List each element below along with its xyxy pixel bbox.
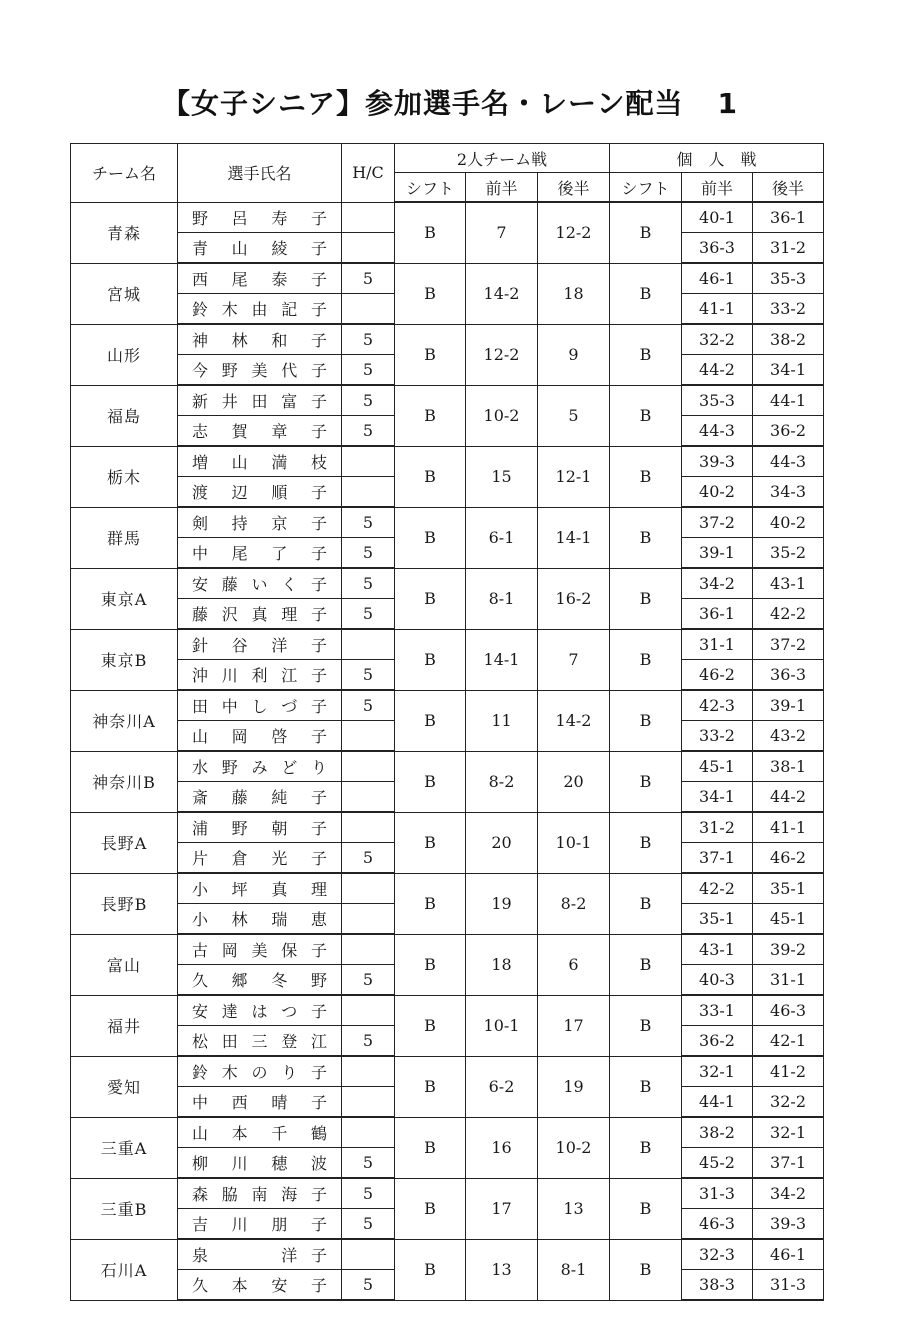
player-name: 神林和子	[178, 324, 342, 355]
doubles-second-half: 8-2	[538, 873, 610, 934]
singles-shift: B	[610, 751, 682, 812]
singles-first-half: 43-1	[682, 934, 753, 965]
team-name: 東京A	[71, 568, 178, 629]
singles-first-half: 46-2	[682, 660, 753, 691]
player-hc	[342, 202, 395, 233]
player-name: 鈴木のり子	[178, 1056, 342, 1087]
doubles-second-half: 19	[538, 1056, 610, 1117]
doubles-shift: B	[395, 934, 466, 995]
singles-second-half: 39-3	[753, 1209, 824, 1240]
singles-second-half: 38-2	[753, 324, 824, 355]
singles-second-half: 35-1	[753, 873, 824, 904]
singles-shift: B	[610, 812, 682, 873]
doubles-first-half: 12-2	[466, 324, 538, 385]
doubles-first-half: 8-2	[466, 751, 538, 812]
doubles-shift: B	[395, 995, 466, 1056]
player-name: 斎藤純子	[178, 782, 342, 813]
header-hc: H/C	[342, 144, 395, 203]
player-hc: 5	[342, 690, 395, 721]
table-row	[71, 812, 824, 843]
singles-shift: B	[610, 568, 682, 629]
table-row	[71, 995, 824, 1026]
player-hc	[342, 233, 395, 264]
team-name: 栃木	[71, 446, 178, 507]
singles-second-half: 37-1	[753, 1148, 824, 1179]
singles-first-half: 40-2	[682, 477, 753, 508]
singles-second-half: 33-2	[753, 294, 824, 325]
doubles-shift: B	[395, 629, 466, 690]
table-row	[71, 934, 824, 965]
player-name: 水野みどり	[178, 751, 342, 782]
table-row	[71, 202, 824, 233]
singles-first-half: 35-3	[682, 385, 753, 416]
player-name: 泉 洋子	[178, 1239, 342, 1270]
table-row	[71, 751, 824, 782]
title-text: 【女子シニア】参加選手名・レーン配当	[162, 87, 684, 120]
player-name: 西尾泰子	[178, 263, 342, 294]
singles-second-half: 46-3	[753, 995, 824, 1026]
singles-first-half: 33-1	[682, 995, 753, 1026]
doubles-second-half: 6	[538, 934, 610, 995]
singles-first-half: 44-1	[682, 1087, 753, 1118]
singles-first-half: 31-1	[682, 629, 753, 660]
singles-second-half: 34-2	[753, 1178, 824, 1209]
doubles-shift: B	[395, 568, 466, 629]
table-row	[71, 263, 824, 294]
player-hc: 5	[342, 538, 395, 569]
singles-second-half: 40-2	[753, 507, 824, 538]
singles-first-half: 32-3	[682, 1239, 753, 1270]
doubles-shift: B	[395, 812, 466, 873]
doubles-first-half: 8-1	[466, 568, 538, 629]
player-name: 山本千鶴	[178, 1117, 342, 1148]
singles-second-half: 31-3	[753, 1270, 824, 1301]
page-title	[0, 82, 900, 122]
singles-first-half: 35-1	[682, 904, 753, 935]
player-hc: 5	[342, 1026, 395, 1057]
doubles-second-half: 9	[538, 324, 610, 385]
doubles-first-half: 7	[466, 202, 538, 263]
singles-second-half: 44-3	[753, 446, 824, 477]
player-name: 志賀章子	[178, 416, 342, 447]
player-hc	[342, 812, 395, 843]
team-name: 富山	[71, 934, 178, 995]
doubles-first-half: 10-2	[466, 385, 538, 446]
header-doubles-shift: シフト	[395, 173, 466, 203]
player-hc: 5	[342, 1178, 395, 1209]
player-hc	[342, 721, 395, 752]
header-singles-first: 前半	[682, 173, 753, 203]
singles-first-half: 33-2	[682, 721, 753, 752]
doubles-shift: B	[395, 873, 466, 934]
player-name: 今野美代子	[178, 355, 342, 386]
table-row	[71, 1117, 824, 1148]
singles-first-half: 39-3	[682, 446, 753, 477]
doubles-first-half: 14-2	[466, 263, 538, 324]
player-name: 柳川穂波	[178, 1148, 342, 1179]
doubles-second-half: 14-1	[538, 507, 610, 568]
doubles-shift: B	[395, 1178, 466, 1239]
singles-second-half: 36-3	[753, 660, 824, 691]
player-hc	[342, 629, 395, 660]
doubles-shift: B	[395, 385, 466, 446]
player-hc: 5	[342, 355, 395, 386]
player-name: 古岡美保子	[178, 934, 342, 965]
player-hc	[342, 1056, 395, 1087]
singles-second-half: 37-2	[753, 629, 824, 660]
singles-second-half: 32-2	[753, 1087, 824, 1118]
doubles-shift: B	[395, 1117, 466, 1178]
player-name: 藤沢真理子	[178, 599, 342, 630]
singles-first-half: 36-3	[682, 233, 753, 264]
player-hc: 5	[342, 599, 395, 630]
header-singles-shift: シフト	[610, 173, 682, 203]
doubles-shift: B	[395, 446, 466, 507]
singles-second-half: 46-1	[753, 1239, 824, 1270]
header-singles: 個 人 戦	[610, 144, 824, 173]
team-name: 愛知	[71, 1056, 178, 1117]
player-name: 吉川朋子	[178, 1209, 342, 1240]
player-hc	[342, 446, 395, 477]
player-name: 田中しづ子	[178, 690, 342, 721]
doubles-second-half: 7	[538, 629, 610, 690]
singles-shift: B	[610, 873, 682, 934]
doubles-second-half: 18	[538, 263, 610, 324]
team-name: 東京B	[71, 629, 178, 690]
singles-second-half: 45-1	[753, 904, 824, 935]
singles-second-half: 36-1	[753, 202, 824, 233]
singles-second-half: 36-2	[753, 416, 824, 447]
singles-second-half: 43-1	[753, 568, 824, 599]
team-name: 神奈川A	[71, 690, 178, 751]
doubles-shift: B	[395, 324, 466, 385]
player-hc: 5	[342, 385, 395, 416]
singles-first-half: 34-1	[682, 782, 753, 813]
singles-first-half: 41-1	[682, 294, 753, 325]
doubles-shift: B	[395, 1056, 466, 1117]
player-hc	[342, 934, 395, 965]
table-row	[71, 385, 824, 416]
doubles-first-half: 14-1	[466, 629, 538, 690]
player-name: 中尾了子	[178, 538, 342, 569]
team-name: 宮城	[71, 263, 178, 324]
header-player: 選手氏名	[178, 144, 342, 203]
singles-first-half: 32-2	[682, 324, 753, 355]
singles-first-half: 34-2	[682, 568, 753, 599]
team-name: 三重A	[71, 1117, 178, 1178]
singles-shift: B	[610, 263, 682, 324]
singles-first-half: 31-2	[682, 812, 753, 843]
doubles-shift: B	[395, 751, 466, 812]
player-name: 森脇南海子	[178, 1178, 342, 1209]
singles-shift: B	[610, 690, 682, 751]
doubles-first-half: 20	[466, 812, 538, 873]
doubles-shift: B	[395, 507, 466, 568]
singles-shift: B	[610, 446, 682, 507]
doubles-first-half: 15	[466, 446, 538, 507]
team-name: 神奈川B	[71, 751, 178, 812]
doubles-first-half: 18	[466, 934, 538, 995]
team-name: 三重B	[71, 1178, 178, 1239]
player-hc	[342, 873, 395, 904]
table-row	[71, 690, 824, 721]
table-row	[71, 1178, 824, 1209]
player-hc: 5	[342, 965, 395, 996]
doubles-first-half: 6-1	[466, 507, 538, 568]
player-hc: 5	[342, 324, 395, 355]
table-row	[71, 324, 824, 355]
doubles-shift: B	[395, 1239, 466, 1300]
singles-first-half: 40-3	[682, 965, 753, 996]
singles-first-half: 38-2	[682, 1117, 753, 1148]
singles-second-half: 44-1	[753, 385, 824, 416]
doubles-shift: B	[395, 263, 466, 324]
team-name: 青森	[71, 202, 178, 263]
singles-shift: B	[610, 1239, 682, 1300]
doubles-second-half: 14-2	[538, 690, 610, 751]
player-hc	[342, 1087, 395, 1118]
singles-second-half: 46-2	[753, 843, 824, 874]
singles-shift: B	[610, 1117, 682, 1178]
singles-first-half: 40-1	[682, 202, 753, 233]
player-name: 剣持京子	[178, 507, 342, 538]
player-hc	[342, 995, 395, 1026]
singles-first-half: 45-2	[682, 1148, 753, 1179]
doubles-first-half: 11	[466, 690, 538, 751]
singles-shift: B	[610, 385, 682, 446]
player-hc: 5	[342, 1270, 395, 1301]
singles-second-half: 39-1	[753, 690, 824, 721]
singles-shift: B	[610, 1178, 682, 1239]
player-hc: 5	[342, 1209, 395, 1240]
player-hc	[342, 904, 395, 935]
table-body	[71, 202, 824, 1300]
player-name: 渡辺順子	[178, 477, 342, 508]
header-doubles: 2人チーム戦	[395, 144, 610, 173]
doubles-shift: B	[395, 202, 466, 263]
singles-second-half: 31-2	[753, 233, 824, 264]
singles-second-half: 41-1	[753, 812, 824, 843]
doubles-second-half: 10-1	[538, 812, 610, 873]
doubles-second-half: 8-1	[538, 1239, 610, 1300]
singles-second-half: 34-3	[753, 477, 824, 508]
singles-first-half: 38-3	[682, 1270, 753, 1301]
singles-shift: B	[610, 507, 682, 568]
singles-second-half: 31-1	[753, 965, 824, 996]
player-name: 針谷洋子	[178, 629, 342, 660]
doubles-second-half: 17	[538, 995, 610, 1056]
singles-first-half: 44-2	[682, 355, 753, 386]
player-name: 片倉光子	[178, 843, 342, 874]
singles-first-half: 39-1	[682, 538, 753, 569]
doubles-shift: B	[395, 690, 466, 751]
team-name: 長野A	[71, 812, 178, 873]
player-name: 野呂寿子	[178, 202, 342, 233]
team-name: 石川A	[71, 1239, 178, 1300]
singles-first-half: 46-1	[682, 263, 753, 294]
player-name: 小坪真理	[178, 873, 342, 904]
singles-second-half: 39-2	[753, 934, 824, 965]
team-name: 群馬	[71, 507, 178, 568]
player-name: 青山綾子	[178, 233, 342, 264]
doubles-second-half: 12-1	[538, 446, 610, 507]
player-name: 沖川利江子	[178, 660, 342, 691]
player-hc: 5	[342, 843, 395, 874]
player-hc: 5	[342, 1148, 395, 1179]
player-name: 増山満枝	[178, 446, 342, 477]
singles-shift: B	[610, 324, 682, 385]
singles-second-half: 42-1	[753, 1026, 824, 1057]
player-hc: 5	[342, 263, 395, 294]
player-hc	[342, 294, 395, 325]
player-hc	[342, 782, 395, 813]
table-row	[71, 568, 824, 599]
player-name: 久郷冬野	[178, 965, 342, 996]
header-doubles-first: 前半	[466, 173, 538, 203]
singles-first-half: 45-1	[682, 751, 753, 782]
singles-first-half: 31-3	[682, 1178, 753, 1209]
singles-shift: B	[610, 202, 682, 263]
player-name: 松田三登江	[178, 1026, 342, 1057]
table-row	[71, 629, 824, 660]
singles-second-half: 42-2	[753, 599, 824, 630]
singles-first-half: 46-3	[682, 1209, 753, 1240]
header-singles-second: 後半	[753, 173, 824, 203]
singles-first-half: 42-3	[682, 690, 753, 721]
header-team: チーム名	[71, 144, 178, 203]
team-name: 長野B	[71, 873, 178, 934]
player-hc: 5	[342, 416, 395, 447]
doubles-second-half: 10-2	[538, 1117, 610, 1178]
doubles-first-half: 17	[466, 1178, 538, 1239]
singles-second-half: 35-2	[753, 538, 824, 569]
doubles-first-half: 19	[466, 873, 538, 934]
singles-shift: B	[610, 629, 682, 690]
player-name: 山岡啓子	[178, 721, 342, 752]
singles-second-half: 41-2	[753, 1056, 824, 1087]
singles-second-half: 44-2	[753, 782, 824, 813]
lane-assignment-table	[70, 143, 824, 1301]
header-doubles-second: 後半	[538, 173, 610, 203]
player-hc	[342, 751, 395, 782]
player-name: 浦野朝子	[178, 812, 342, 843]
doubles-first-half: 10-1	[466, 995, 538, 1056]
singles-first-half: 37-2	[682, 507, 753, 538]
singles-first-half: 44-3	[682, 416, 753, 447]
doubles-second-half: 5	[538, 385, 610, 446]
player-name: 新井田富子	[178, 385, 342, 416]
singles-first-half: 36-2	[682, 1026, 753, 1057]
player-hc	[342, 1117, 395, 1148]
singles-first-half: 37-1	[682, 843, 753, 874]
table-row	[71, 1239, 824, 1270]
doubles-first-half: 16	[466, 1117, 538, 1178]
singles-first-half: 42-2	[682, 873, 753, 904]
team-name: 福井	[71, 995, 178, 1056]
singles-second-half: 32-1	[753, 1117, 824, 1148]
singles-shift: B	[610, 934, 682, 995]
singles-second-half: 34-1	[753, 355, 824, 386]
doubles-second-half: 13	[538, 1178, 610, 1239]
player-name: 久本安子	[178, 1270, 342, 1301]
singles-first-half: 36-1	[682, 599, 753, 630]
singles-shift: B	[610, 1056, 682, 1117]
table-row	[71, 507, 824, 538]
team-name: 山形	[71, 324, 178, 385]
player-hc: 5	[342, 507, 395, 538]
player-name: 中西晴子	[178, 1087, 342, 1118]
player-hc: 5	[342, 660, 395, 691]
page-number: 1	[717, 87, 738, 120]
player-name: 安達はつ子	[178, 995, 342, 1026]
table-row	[71, 873, 824, 904]
doubles-second-half: 20	[538, 751, 610, 812]
singles-second-half: 38-1	[753, 751, 824, 782]
player-hc	[342, 1239, 395, 1270]
player-hc: 5	[342, 568, 395, 599]
singles-second-half: 43-2	[753, 721, 824, 752]
doubles-first-half: 6-2	[466, 1056, 538, 1117]
player-name: 安藤いく子	[178, 568, 342, 599]
doubles-second-half: 16-2	[538, 568, 610, 629]
doubles-first-half: 13	[466, 1239, 538, 1300]
player-name: 鈴木由記子	[178, 294, 342, 325]
player-hc	[342, 477, 395, 508]
singles-shift: B	[610, 995, 682, 1056]
table-row	[71, 446, 824, 477]
player-name: 小林瑞恵	[178, 904, 342, 935]
team-name: 福島	[71, 385, 178, 446]
table-row	[71, 1056, 824, 1087]
singles-first-half: 32-1	[682, 1056, 753, 1087]
doubles-second-half: 12-2	[538, 202, 610, 263]
singles-second-half: 35-3	[753, 263, 824, 294]
